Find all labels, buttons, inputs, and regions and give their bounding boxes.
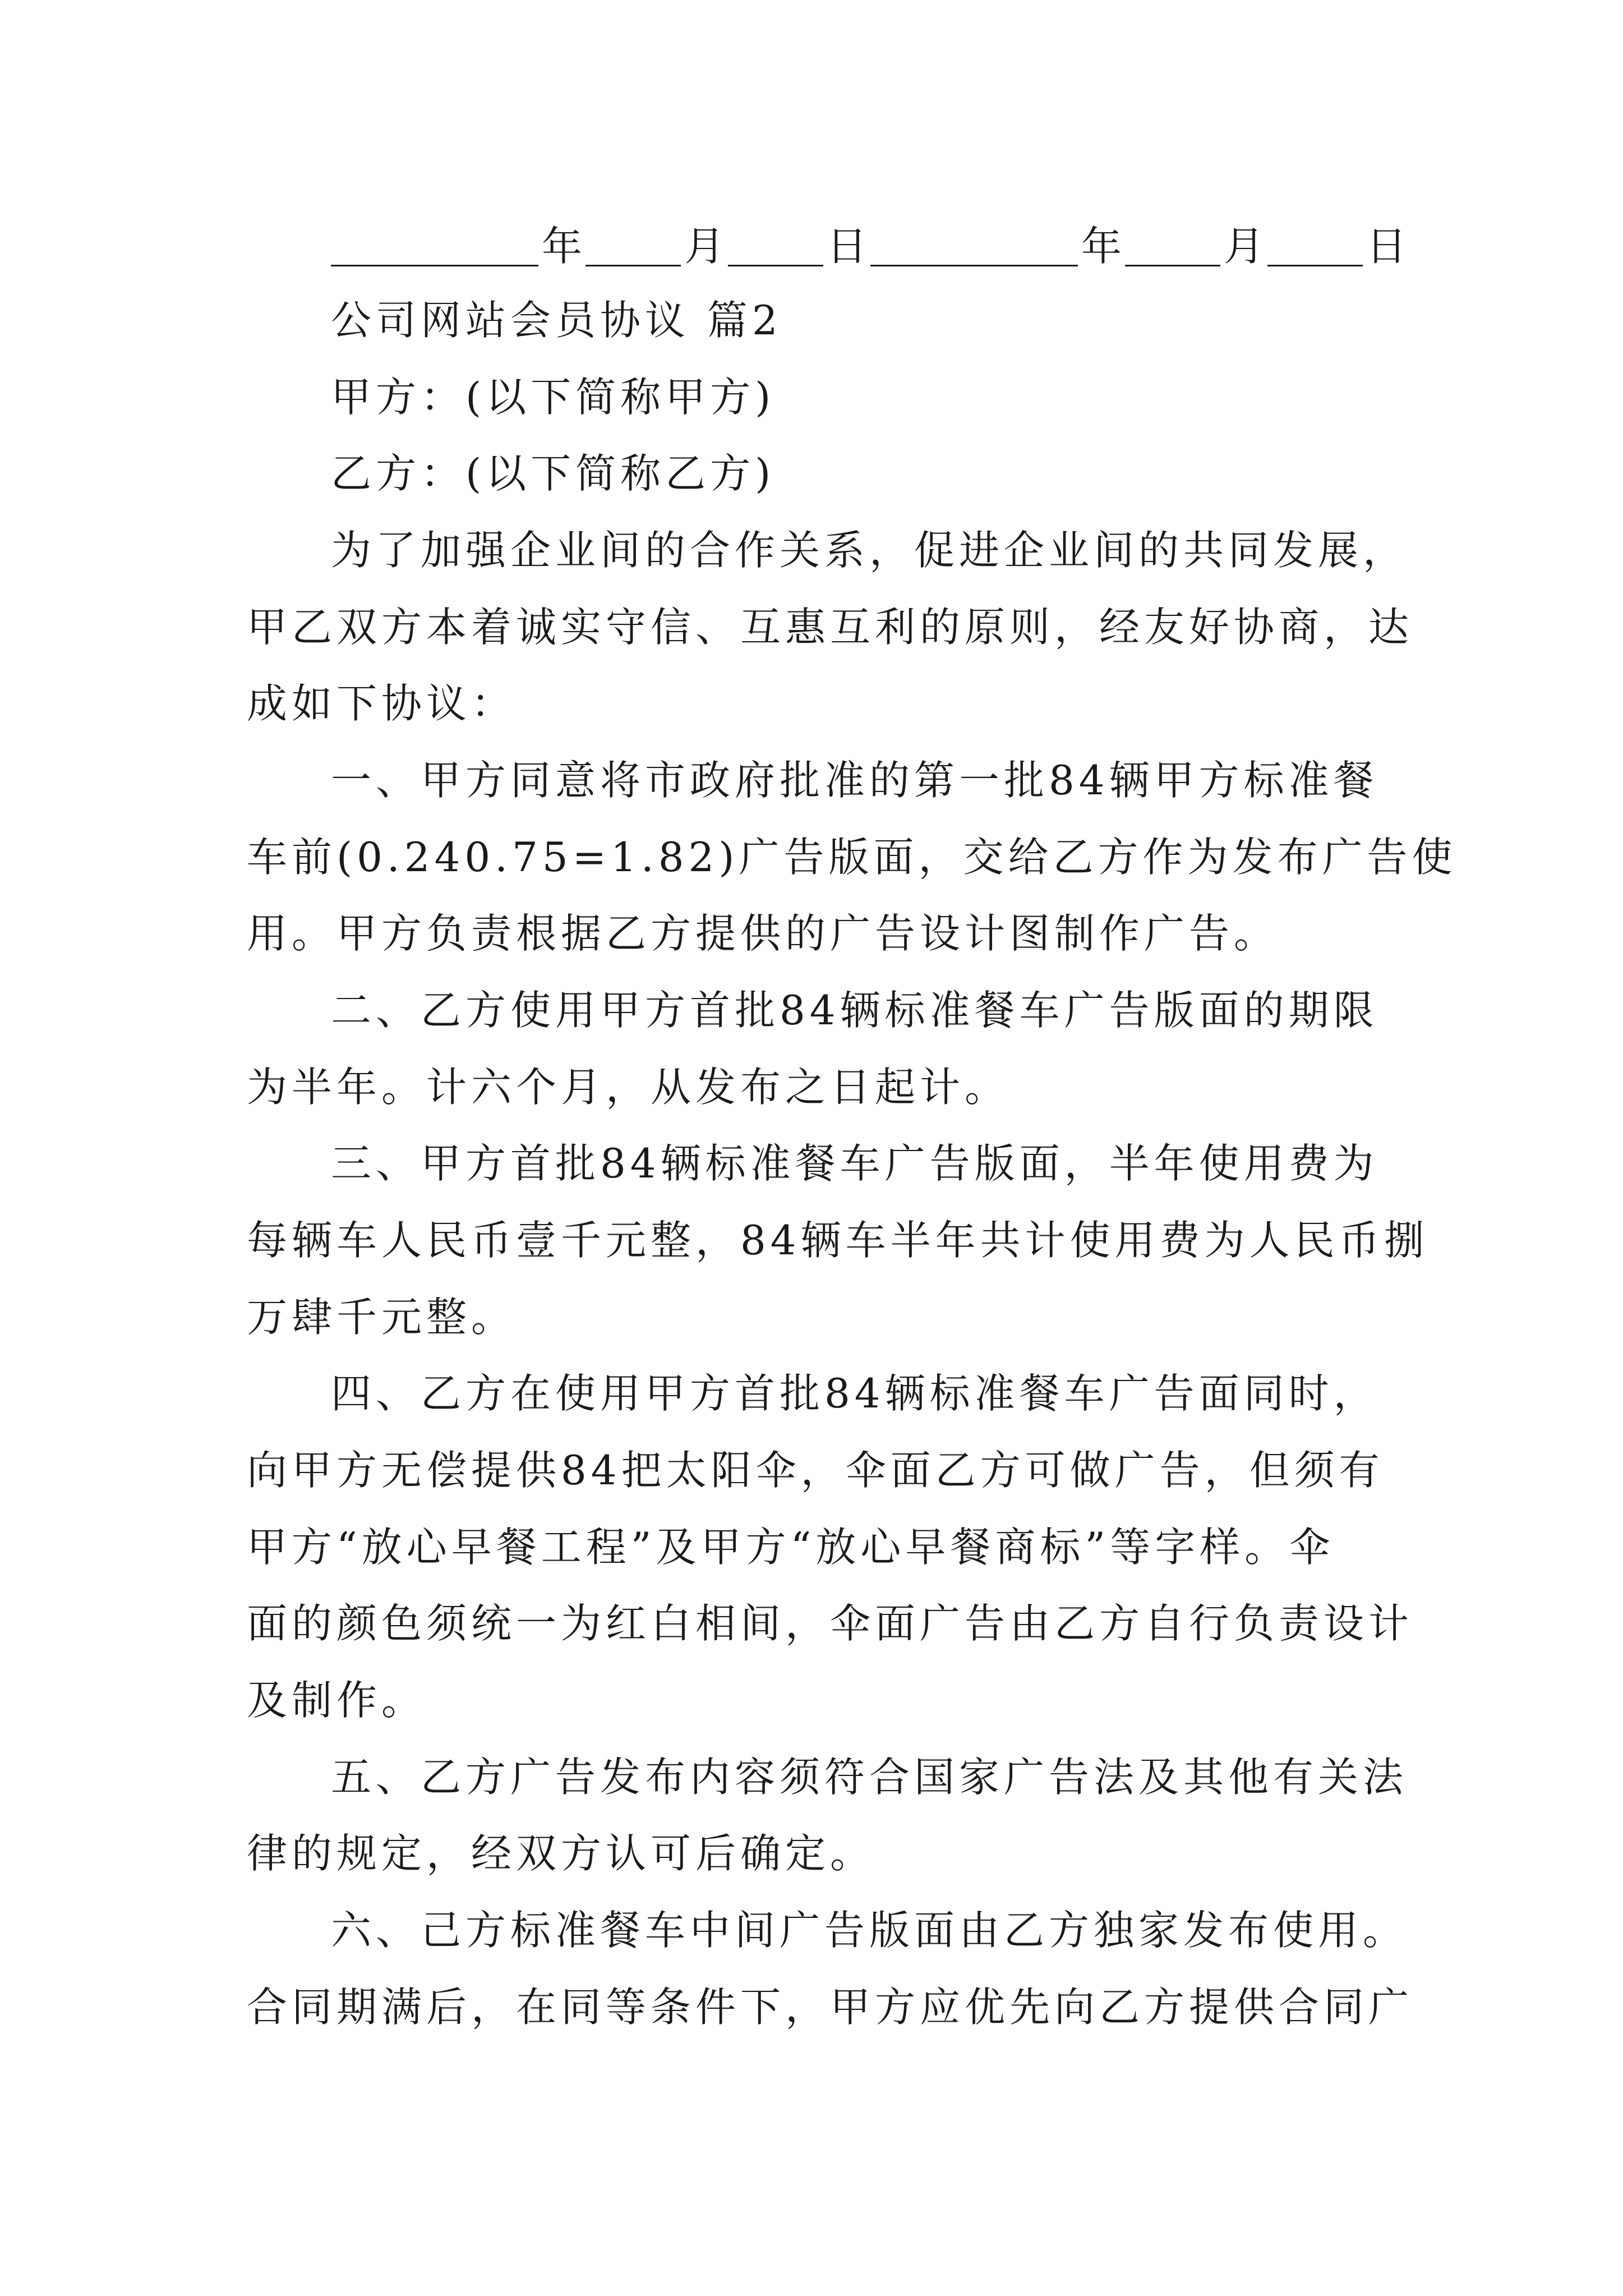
clause-3-line-3: 万肆千元整。 xyxy=(247,1294,517,1341)
clause-5-line-2: 律的规定，经双方认可后确定。 xyxy=(247,1830,875,1877)
date-day-label-b: 日 xyxy=(1366,223,1407,270)
clause-4-line-1: 四、乙方在使用甲方首批84辆标准餐车广告面同时， xyxy=(331,1370,1378,1417)
intro-line-2: 甲乙双方本着诚实守信、互惠互利的原则，经友好协商，达 xyxy=(247,604,1414,651)
clause-4-line-5: 及制作。 xyxy=(247,1677,427,1724)
date-day-label-a: 日 xyxy=(827,223,868,270)
clause-2-line-1: 二、乙方使用甲方首批84辆标准餐车广告版面的期限 xyxy=(331,987,1378,1034)
clause-1-line-3: 用。甲方负责根据乙方提供的广告设计图制作广告。 xyxy=(247,910,1279,957)
section-heading: 公司网站会员协议 篇2 xyxy=(331,297,782,344)
signature-date-row xyxy=(331,222,1410,270)
date-day-blank-b xyxy=(1267,227,1363,266)
clause-4-line-2: 向甲方无偿提供84把太阳伞，伞面乙方可做广告，但须有 xyxy=(247,1447,1384,1494)
clause-5-line-1: 五、乙方广告发布内容须符合国家广告法及其他有关法 xyxy=(331,1754,1408,1801)
clause-3-line-2: 每辆车人民币壹千元整，84辆车半年共计使用费为人民币捌 xyxy=(247,1217,1429,1264)
date-year-blank-a xyxy=(331,227,538,266)
date-year-label-b: 年 xyxy=(1081,223,1122,270)
date-month-blank-a xyxy=(585,227,681,266)
party-b-line: 乙方：(以下简称乙方) xyxy=(331,450,776,497)
date-month-label-b: 月 xyxy=(1224,223,1265,270)
date-month-blank-b xyxy=(1125,227,1220,266)
clause-1-line-2: 车前(0.240.75=1.82)广告版面，交给乙方作为发布广告使 xyxy=(247,834,1457,881)
date-month-label-a: 月 xyxy=(684,223,725,270)
date-year-blank-b xyxy=(870,227,1078,266)
party-a-line: 甲方：(以下简称甲方) xyxy=(331,374,776,421)
clause-6-line-2: 合同期满后，在同等条件下，甲方应优先向乙方提供合同广 xyxy=(247,1984,1414,2031)
intro-line-3: 成如下协议： xyxy=(247,680,517,727)
clause-2-line-2: 为半年。计六个月，从发布之日起计。 xyxy=(247,1064,1010,1111)
clause-3-line-1: 三、甲方首批84辆标准餐车广告版面，半年使用费为 xyxy=(331,1140,1378,1187)
date-day-blank-a xyxy=(728,227,823,266)
date-year-label-a: 年 xyxy=(542,223,583,270)
clause-6-line-1: 六、己方标准餐车中间广告版面由乙方独家发布使用。 xyxy=(331,1907,1408,1954)
clause-1-line-1: 一、甲方同意将市政府批准的第一批84辆甲方标准餐 xyxy=(331,757,1378,804)
clause-4-line-4: 面的颜色须统一为红白相间，伞面广告由乙方自行负责设计 xyxy=(247,1600,1414,1647)
clause-4-line-3: 甲方“放心早餐工程”及甲方“放心早餐商标”等字样。伞 xyxy=(247,1524,1335,1571)
intro-line-1: 为了加强企业间的合作关系，促进企业间的共同发展， xyxy=(331,527,1408,574)
